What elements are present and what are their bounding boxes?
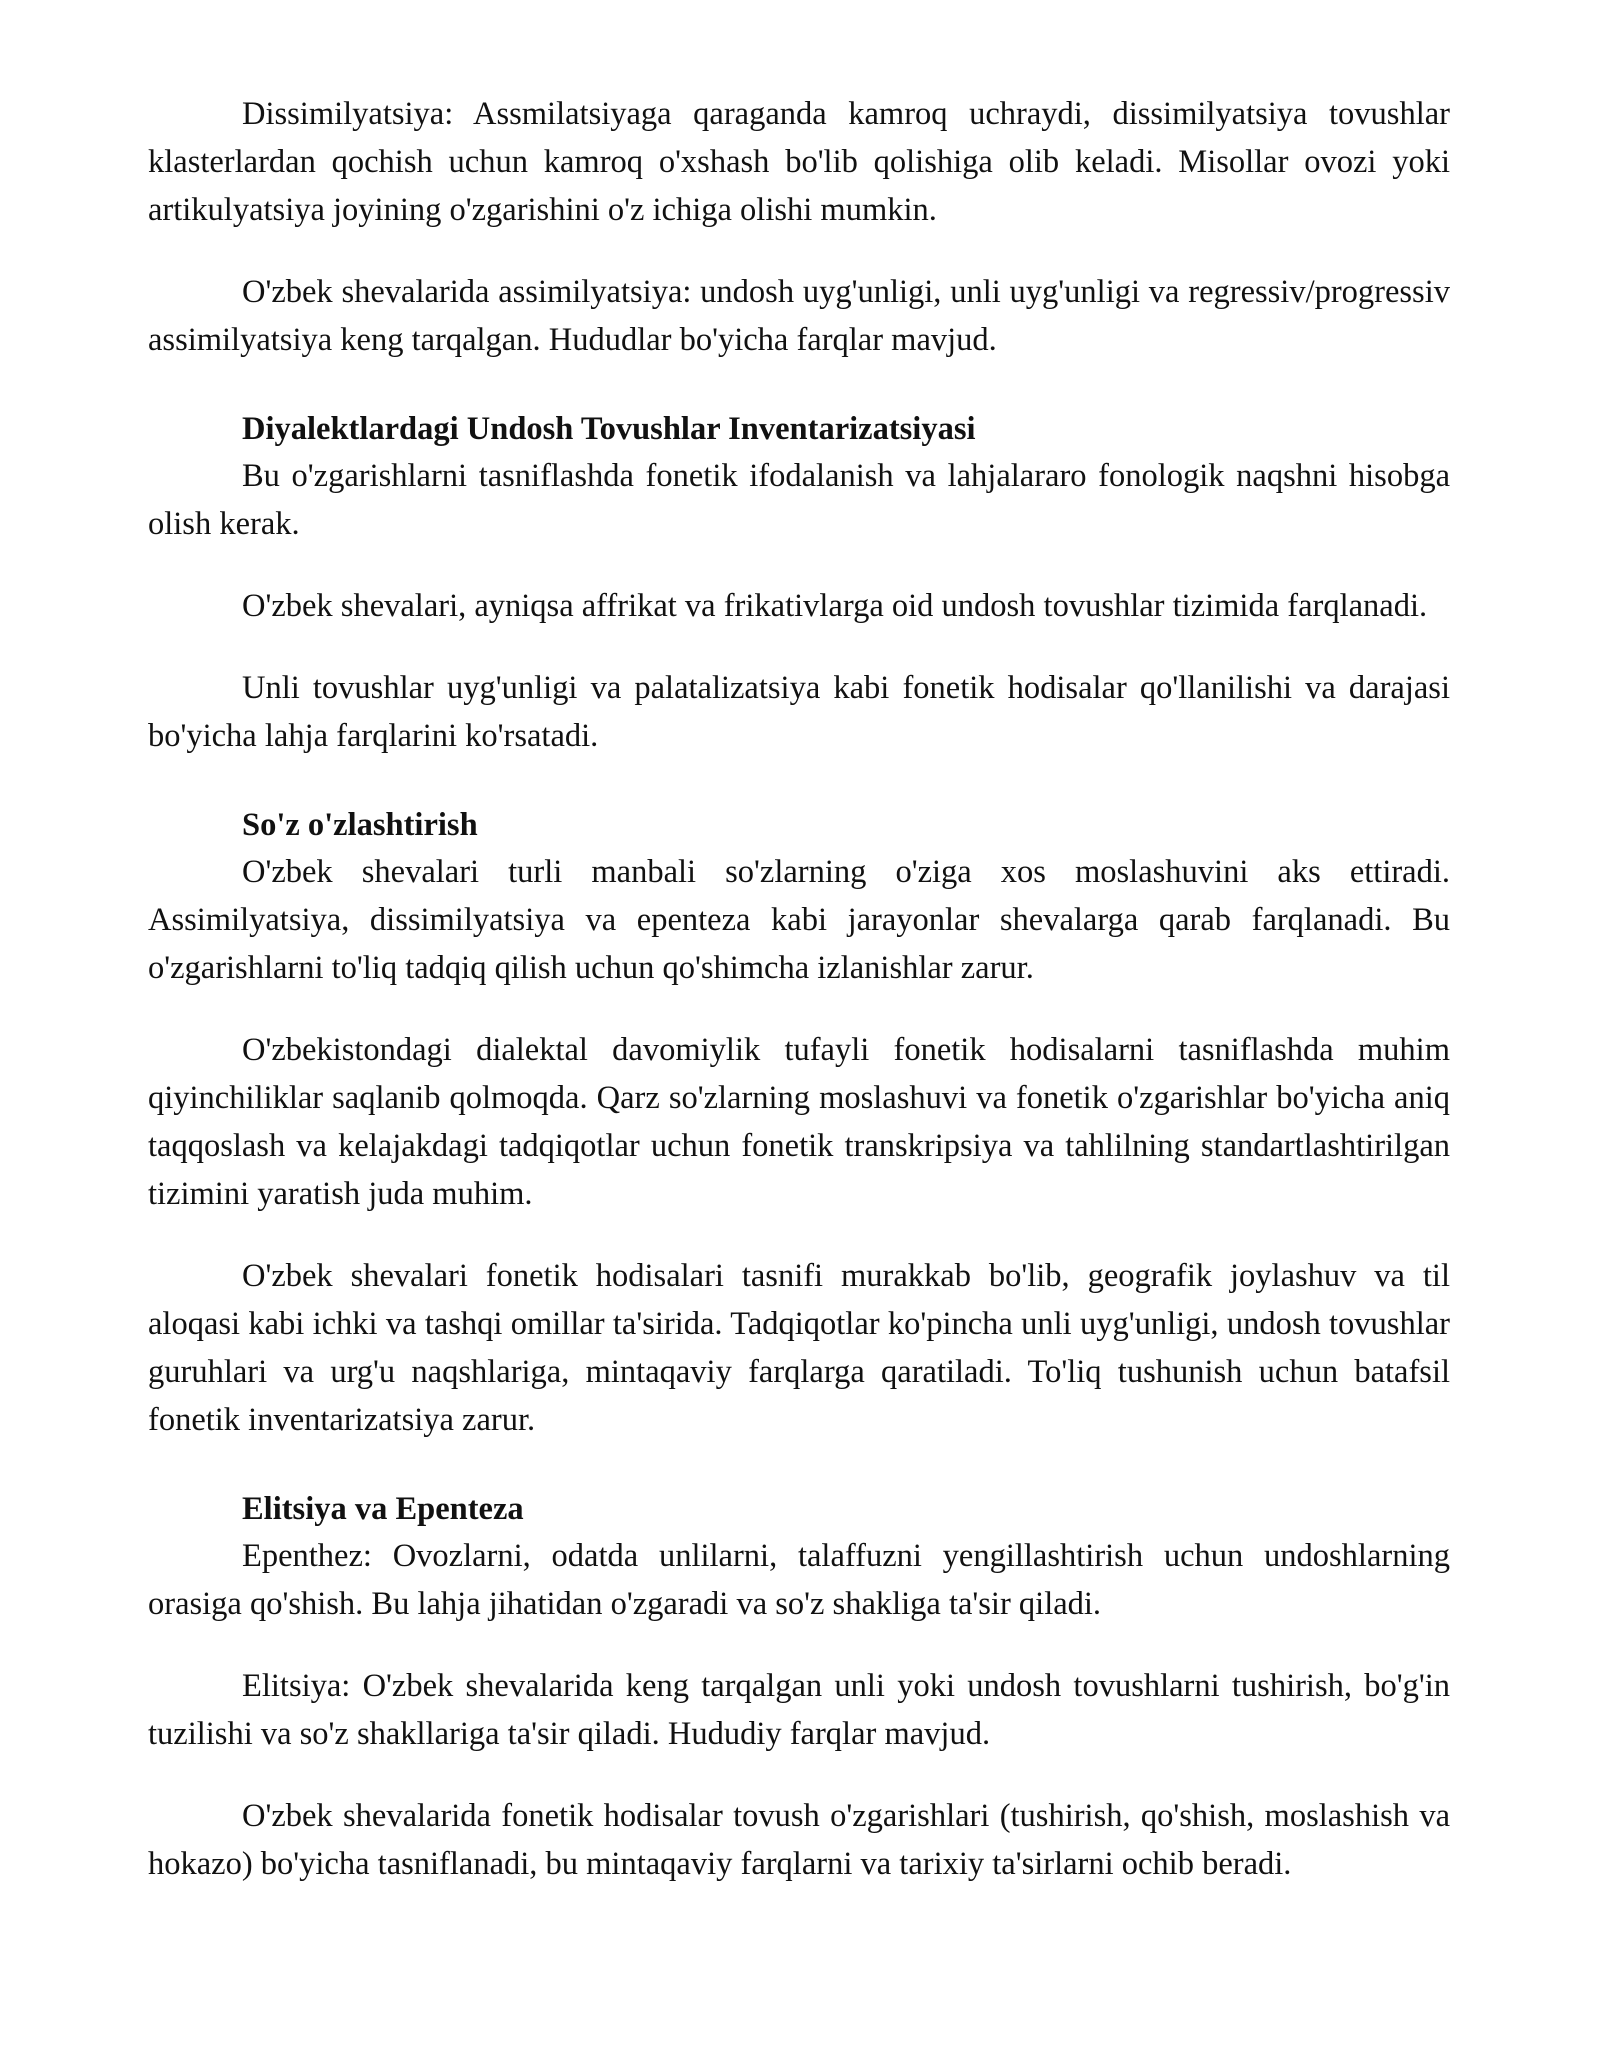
paragraph-classification-complexity: O'zbek shevalari fonetik hodisalari tasnifi murakkab bo'lib, geografik joylashuv va til aloqasi kabi ichki va tashqi omillar ta'sirida. Tadqiqotlar ko'pincha unli uyg'unligi, undosh tovushlar guruhlari va urg'u naqshlariga, mintaqaviy farqlarga qaratiladi. To'liq tushunish uchun batafsil fonetik inventarizatsiya zarur.: [148, 1258, 1450, 1438]
section-heading-word-borrowing: So'z o'zlashtirish: [242, 807, 478, 843]
paragraph-sound-changes: O'zbek shevalarida fonetik hodisalar tovush o'zgarishlari (tushirish, qo'shish, moslashish va hokazo) bo'yicha tasniflanadi, bu mintaqaviy farqlarni va tarixiy ta'sirlarni ochib beradi.: [148, 1798, 1450, 1882]
section-heading-elision-epenthesis: Elitsiya va Epenteza: [242, 1491, 524, 1527]
paragraph-consonant-systems: O'zbek shevalari, ayniqsa affrikat va frikativlarga oid undosh tovushlar tizimida farqlanadi.: [242, 588, 1428, 624]
paragraph-adaptation: O'zbek shevalari turli manbali so'zlarning o'ziga xos moslashuvini aks ettiradi. Assimilyatsiya, dissimilyatsiya va epenteza kabi jarayonlar shevalarga qarab farqlanadi. Bu o'zgarishlarni to'liq tadqiq qilish uchun qo'shimcha izlanishlar zarur.: [148, 854, 1450, 986]
paragraph-elision: Elitsiya: O'zbek shevalarida keng tarqalgan unli yoki undosh tovushlarni tushirish, bo'g'in tuzilishi va so'z shakllariga ta'sir qiladi. Hududiy farqlar mavjud.: [148, 1668, 1450, 1752]
paragraph-classification: Bu o'zgarishlarni tasniflashda fonetik ifodalanish va lahjalararo fonologik naqshni hisobga olish kerak.: [148, 458, 1450, 542]
section-heading-consonant-inventory: Diyalektlardagi Undosh Tovushlar Inventarizatsiyasi: [242, 411, 976, 447]
paragraph-assimilation: O'zbek shevalarida assimilyatsiya: undosh uyg'unligi, unli uyg'unligi va regressiv/progressiv assimilyatsiya keng tarqalgan. Hududlar bo'yicha farqlar mavjud.: [148, 274, 1450, 358]
paragraph-vowel-harmony: Unli tovushlar uyg'unligi va palatalizatsiya kabi fonetik hodisalar qo'llanilishi va darajasi bo'yicha lahja farqlarini ko'rsatadi.: [148, 670, 1450, 754]
document-page: [148, 90, 1450, 1922]
paragraph-dialect-continuum: O'zbekistondagi dialektal davomiylik tufayli fonetik hodisalarni tasniflashda muhim qiyinchiliklar saqlanib qolmoqda. Qarz so'zlarning moslashuvi va fonetik o'zgarishlar bo'yicha aniq taqqoslash va kelajakdagi tadqiqotlar uchun fonetik transkripsiya va tahlilning standartlashtirilgan tizimini yaratish juda muhim.: [148, 1032, 1450, 1212]
paragraph-epenthesis: Epenthez: Ovozlarni, odatda unlilarni, talaffuzni yengillashtirish uchun undoshlarning orasiga qo'shish. Bu lahja jihatidan o'zgaradi va so'z shakliga ta'sir qiladi.: [148, 1538, 1450, 1622]
paragraph-dissimilation: Dissimilyatsiya: Assmilatsiyaga qaraganda kamroq uchraydi, dissimilyatsiya tovushlar klasterlardan qochish uchun kamroq o'xshash bo'lib qolishiga olib keladi. Misollar ovozi yoki artikulyatsiya joyining o'zgarishini o'z ichiga olishi mumkin.: [148, 96, 1450, 228]
